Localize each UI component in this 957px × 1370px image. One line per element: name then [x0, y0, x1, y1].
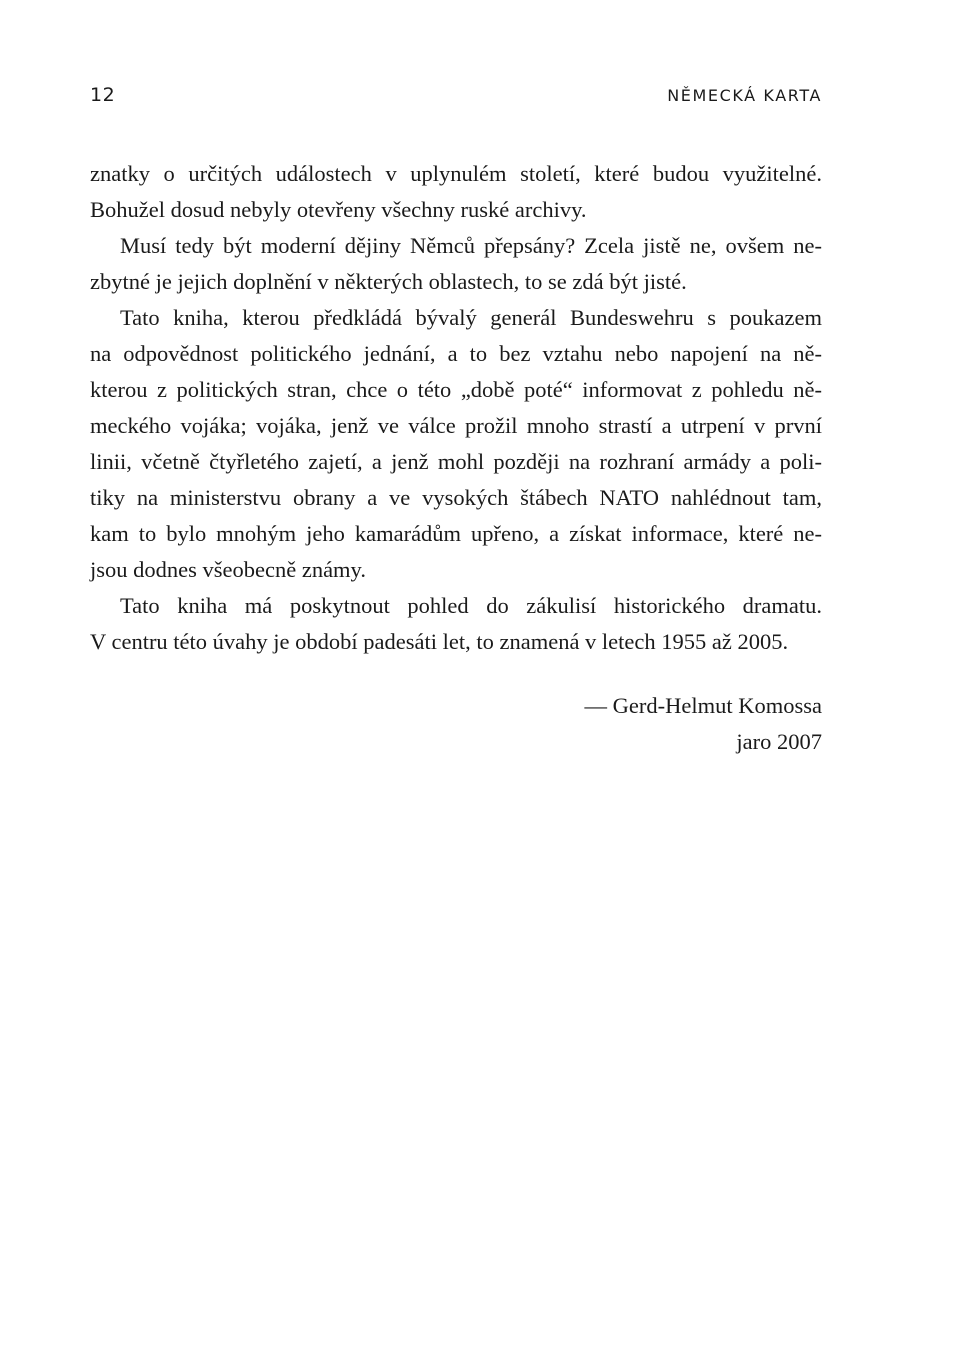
text-line: Tato kniha má poskytnout pohled do zákulisí historického dramatu.	[120, 593, 822, 618]
text-line: Bohužel dosud nebyly otevřeny všechny ruské archivy.	[90, 197, 587, 222]
body-text	[90, 156, 822, 660]
text-line: Tato kniha, kterou předkládá bývalý generál Bundeswehru s poukazem	[120, 305, 822, 330]
text-line: na odpovědnost politického jednání, a to bez vztahu nebo napojení na ně-	[90, 341, 822, 366]
text-line: meckého vojáka; vojáka, jenž ve válce prožil mnoho strastí a utrpení v první	[90, 413, 822, 438]
text-line: kterou z politických stran, chce o této „době poté“ informovat z pohledu ně-	[90, 377, 822, 402]
text-line: V centru této úvahy je období padesáti let, to znamená v letech 1955 až 2005.	[90, 629, 789, 654]
paragraph	[90, 300, 822, 588]
text-line: kam to bylo mnohým jeho kamarádům upřeno, a získat informace, které ne-	[90, 521, 822, 546]
paragraph	[90, 588, 822, 660]
text-line: linii, včetně čtyřletého zajetí, a jenž mohl později na rozhraní armády a poli-	[90, 449, 822, 474]
page-number: 12	[90, 84, 116, 106]
running-head: NĚMECKÁ KARTA	[667, 86, 822, 105]
signature-date: jaro 2007	[736, 729, 822, 754]
paragraph	[90, 228, 822, 300]
author-name: — Gerd-Helmut Komossa	[584, 693, 822, 718]
text-line: znatky o určitých událostech v uplynulém století, které budou využitelné.	[90, 161, 822, 186]
text-line: tiky na ministerstvu obrany a ve vysokých štábech NATO nahlédnout tam,	[90, 485, 822, 510]
signature-block	[585, 688, 822, 760]
paragraph	[90, 156, 822, 228]
text-line: jsou dodnes všeobecně známy.	[90, 557, 366, 582]
text-line: zbytné je jejich doplnění v některých oblastech, to se zdá být jisté.	[90, 269, 687, 294]
text-line: Musí tedy být moderní dějiny Němců přepsány? Zcela jistě ne, ovšem ne-	[120, 233, 822, 258]
page-header	[90, 84, 822, 114]
